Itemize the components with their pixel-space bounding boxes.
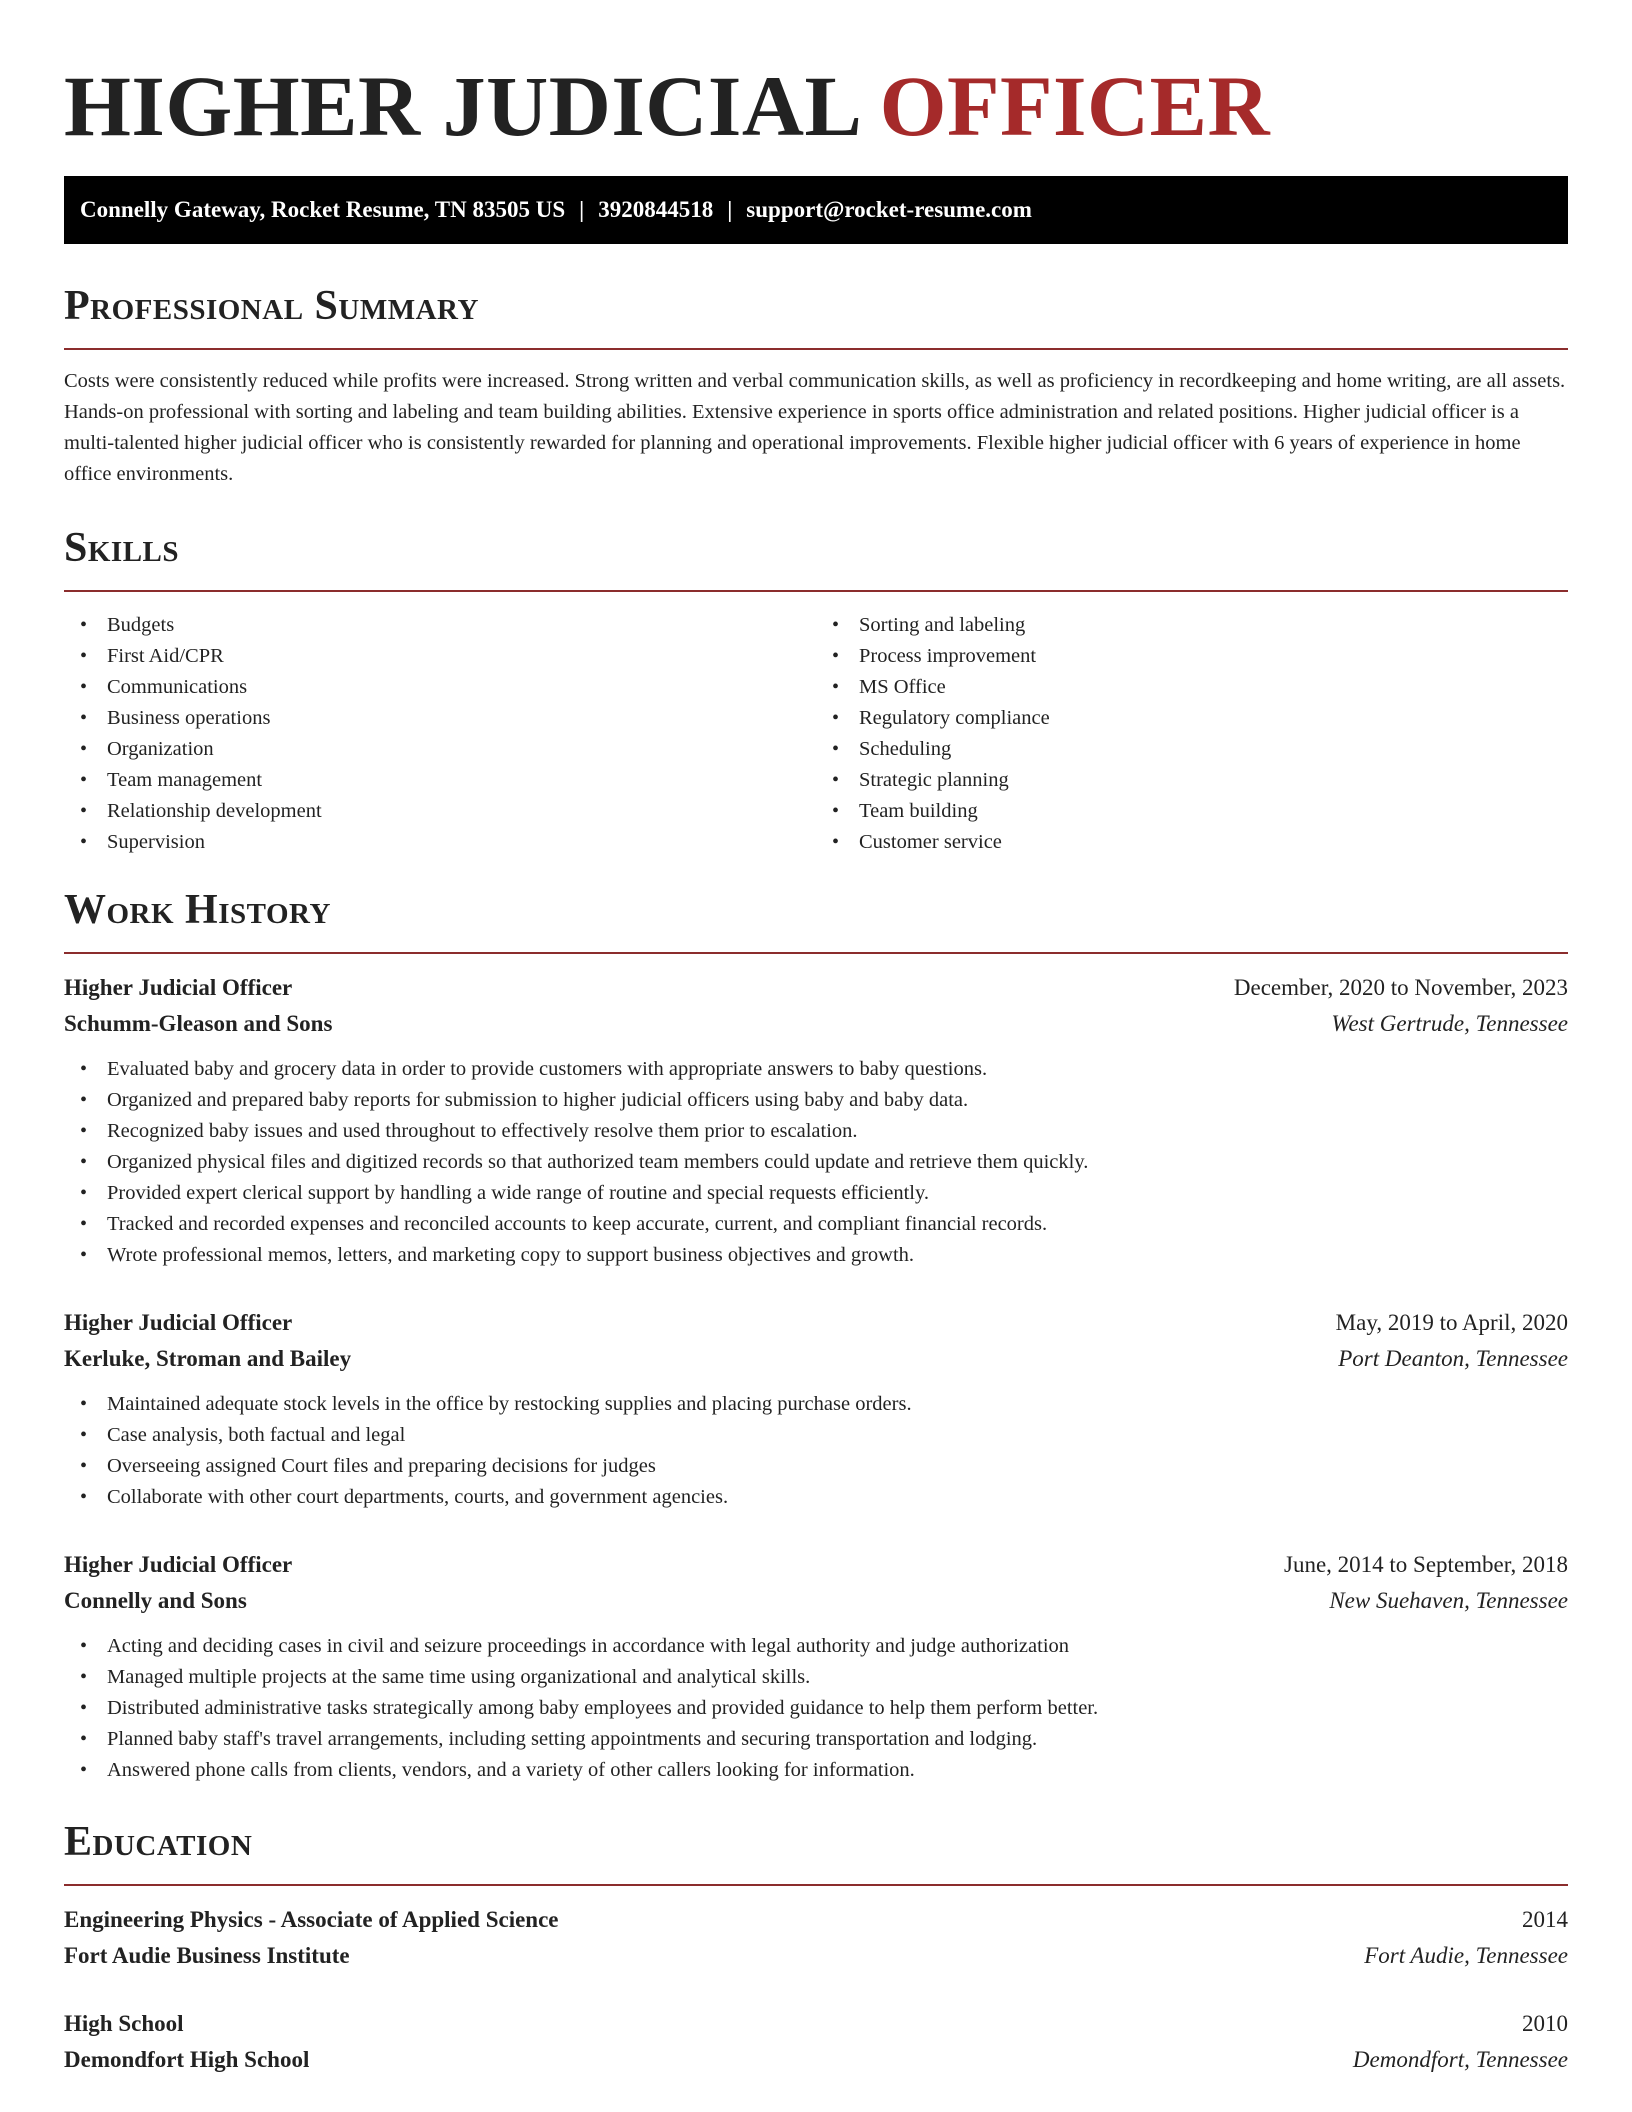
skill-item: • Team management (107, 765, 816, 796)
job-role: Higher Judicial Officer (64, 1552, 293, 1577)
education-section (64, 1814, 1568, 2078)
skill-item: • Budgets (107, 610, 816, 641)
job-bullet: • Wrote professional memos, letters, and marketing copy to support business objectives and growth. (107, 1240, 1568, 1271)
job-company-row (64, 1006, 1568, 1042)
job-bullet: • Provided expert clerical support by handling a wide range of routine and special requests efficiently. (107, 1178, 1568, 1209)
job-bullet: • Distributed administrative tasks strategically among baby employees and provided guidance to help them perform better. (107, 1693, 1568, 1724)
skill-item: • Team building (859, 796, 1568, 827)
contact-email: support@rocket-resume.com (746, 197, 1032, 222)
summary-heading: Professional Summary (64, 283, 479, 329)
skill-item: • MS Office (859, 672, 1568, 703)
job-bullet: • Maintained adequate stock levels in the office by restocking supplies and placing purchase orders. (107, 1389, 1568, 1420)
work-history-section (64, 882, 1568, 1786)
summary-section (64, 278, 1568, 490)
education-entry (64, 1902, 1568, 1974)
job-entry (64, 1547, 1568, 1786)
contact-separator: | (579, 197, 585, 222)
education-school: Demondfort High School (64, 2047, 310, 2072)
skill-item: • Relationship development (107, 796, 816, 827)
work-history-heading: Work History (64, 887, 331, 933)
skill-item: • Sorting and labeling (859, 610, 1568, 641)
contact-phone: 3920844518 (598, 197, 714, 222)
job-dates: December, 2020 to November, 2023 (1233, 975, 1568, 1000)
section-divider (64, 348, 1568, 350)
education-year: 2010 (1522, 2011, 1568, 2036)
job-location: Port Deanton, Tennessee (1338, 1346, 1568, 1371)
resume-title (64, 56, 1568, 156)
job-bullet: • Organized physical files and digitized records so that authorized team members could update and retrieve them quickly. (107, 1147, 1568, 1178)
skills-section (64, 520, 1568, 858)
job-company: Schumm-Gleason and Sons (64, 1011, 333, 1036)
job-dates: June, 2014 to September, 2018 (1284, 1552, 1568, 1577)
skill-item: • Communications (107, 672, 816, 703)
education-location: Fort Audie, Tennessee (1364, 1943, 1568, 1968)
skill-item: • First Aid/CPR (107, 641, 816, 672)
job-role: Higher Judicial Officer (64, 1310, 293, 1335)
job-bullet: • Case analysis, both factual and legal (107, 1420, 1568, 1451)
job-bullet: • Organized and prepared baby reports for submission to higher judicial officers using baby and baby data. (107, 1085, 1568, 1116)
education-heading: Education (64, 1819, 253, 1865)
section-divider (64, 590, 1568, 592)
skills-heading: Skills (64, 525, 180, 571)
education-location: Demondfort, Tennessee (1352, 2047, 1568, 2072)
section-divider (64, 1884, 1568, 1886)
skill-item: • Process improvement (859, 641, 1568, 672)
job-company-row (64, 1583, 1568, 1619)
job-entry (64, 1305, 1568, 1513)
job-bullet: • Planned baby staff's travel arrangements, including setting appointments and securing transportation and lodging. (107, 1724, 1568, 1755)
skill-item: • Customer service (859, 827, 1568, 858)
job-bullets (64, 1631, 1568, 1786)
skill-item: • Strategic planning (859, 765, 1568, 796)
job-company: Connelly and Sons (64, 1588, 247, 1613)
education-school-row (64, 1938, 1568, 1974)
job-header-row (64, 1547, 1568, 1583)
resume-page (64, 0, 1568, 2078)
education-school-row (64, 2042, 1568, 2078)
job-role: Higher Judicial Officer (64, 975, 293, 1000)
contact-separator: | (727, 197, 733, 222)
skill-item: • Supervision (107, 827, 816, 858)
skills-list-right (816, 610, 1568, 858)
job-bullet: • Answered phone calls from clients, vendors, and a variety of other callers looking for information. (107, 1755, 1568, 1786)
job-bullet: • Overseeing assigned Court files and preparing decisions for judges (107, 1451, 1568, 1482)
job-bullet: • Managed multiple projects at the same time using organizational and analytical skills. (107, 1662, 1568, 1693)
contact-bar (64, 176, 1568, 244)
skills-columns (64, 610, 1568, 858)
job-bullet: • Acting and deciding cases in civil and seizure proceedings in accordance with legal authority and judge authorization (107, 1631, 1568, 1662)
skills-list-left (64, 610, 816, 858)
job-location: New Suehaven, Tennessee (1329, 1588, 1568, 1613)
job-location: West Gertrude, Tennessee (1331, 1011, 1568, 1036)
summary-text: Costs were consistently reduced while profits were increased. Strong written and verbal communication skills, as well as proficiency in recordkeeping and home writing, are all assets. Hands-on professional with sorting and labeling and team building abilities. Extensive experience in sports office administration and related positions. Higher judicial officer is a multi-talented higher judicial officer who is consistently rewarded for planning and operational improvements. Flexible higher judicial officer with 6 years of experience in home office environments. (64, 370, 1566, 485)
education-school: Fort Audie Business Institute (64, 1943, 350, 1968)
job-company: Kerluke, Stroman and Bailey (64, 1346, 352, 1371)
skill-item: • Scheduling (859, 734, 1568, 765)
skill-item: • Regulatory compliance (859, 703, 1568, 734)
skill-item: • Organization (107, 734, 816, 765)
title-first: HIGHER JUDICIAL (64, 58, 858, 154)
job-header-row (64, 1305, 1568, 1341)
skill-item: • Business operations (107, 703, 816, 734)
job-entry (64, 970, 1568, 1271)
education-year: 2014 (1522, 1907, 1568, 1932)
job-bullets (64, 1389, 1568, 1513)
job-dates: May, 2019 to April, 2020 (1335, 1310, 1568, 1335)
education-degree: Engineering Physics - Associate of Applied Science (64, 1907, 559, 1932)
job-bullets (64, 1054, 1568, 1271)
education-entry (64, 2006, 1568, 2078)
job-company-row (64, 1341, 1568, 1377)
title-last: OFFICER (879, 58, 1271, 154)
contact-address: Connelly Gateway, Rocket Resume, TN 83505 US (80, 197, 566, 222)
education-header-row (64, 2006, 1568, 2042)
job-bullet: • Evaluated baby and grocery data in order to provide customers with appropriate answers to baby questions. (107, 1054, 1568, 1085)
education-degree: High School (64, 2011, 184, 2036)
job-bullet: • Recognized baby issues and used throughout to effectively resolve them prior to escalation. (107, 1116, 1568, 1147)
job-bullet: • Tracked and recorded expenses and reconciled accounts to keep accurate, current, and compliant financial records. (107, 1209, 1568, 1240)
job-bullet: • Collaborate with other court departments, courts, and government agencies. (107, 1482, 1568, 1513)
education-header-row (64, 1902, 1568, 1938)
section-divider (64, 952, 1568, 954)
job-header-row (64, 970, 1568, 1006)
